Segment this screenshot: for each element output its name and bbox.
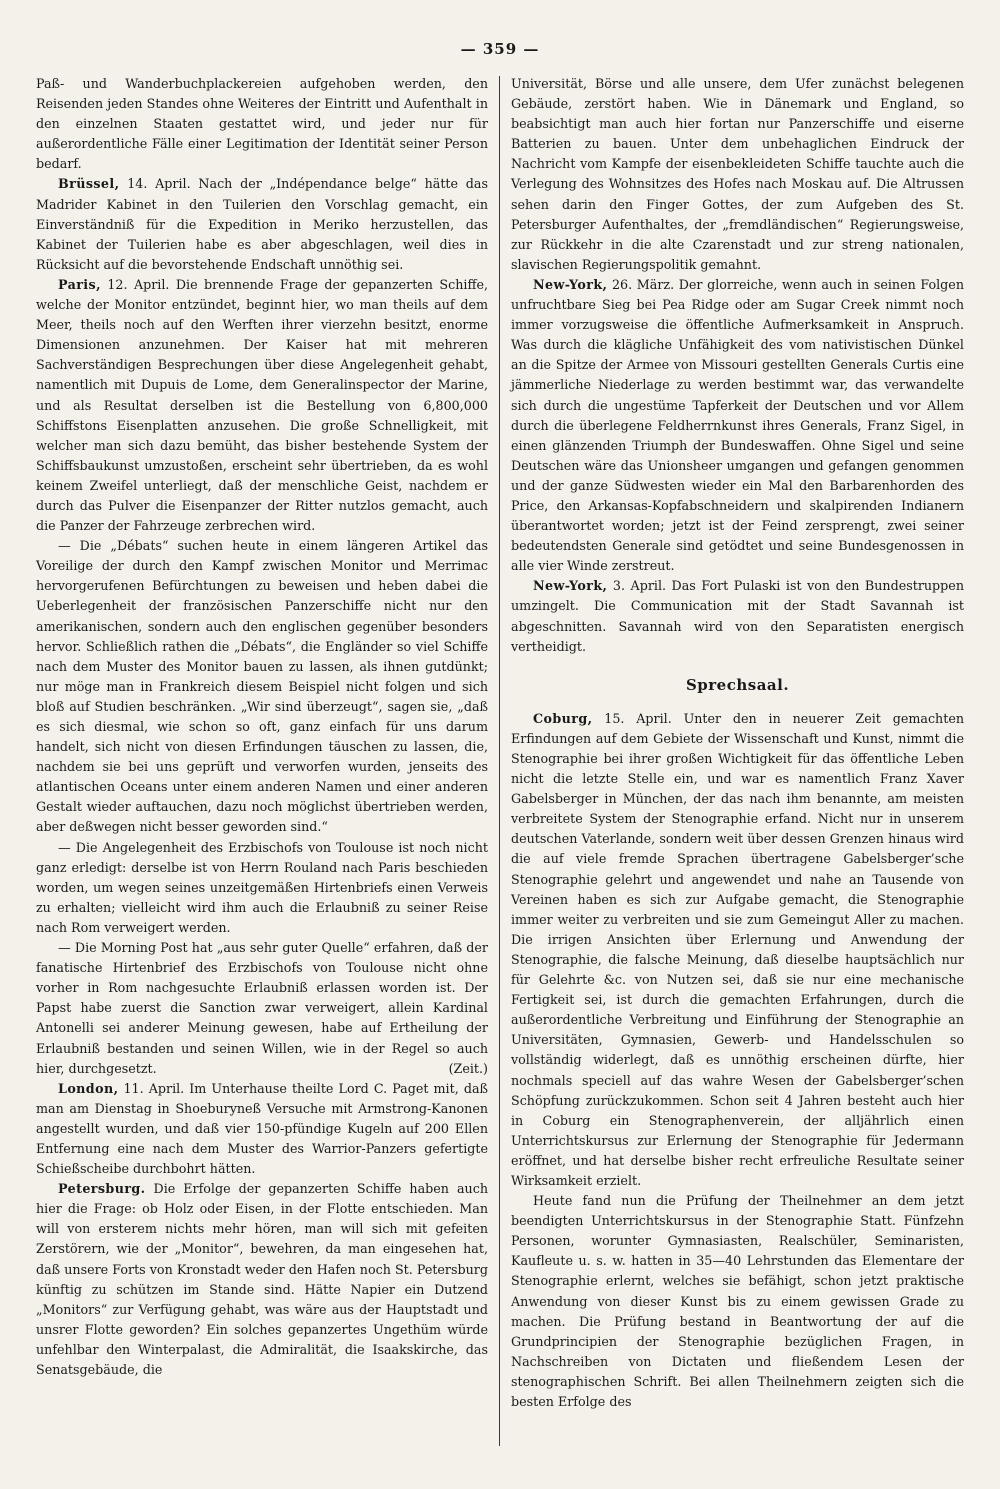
article bbox=[511, 275, 964, 576]
paragraph-text: Universität, Börse und alle unsere, dem Ufer zunächst belegenen Gebäude, zerstört haben. Wie in Dänemark und England, so beabsichtigt man auch hier fortan nur Panzerschiffe und eiserne Batterien zu bauen. Unter dem unbehaglichen Eindruck der Nachricht vom Kampfe der eisenbekleideten Schiffe tauchte auch die Verlegung des Wohnsitzes des Hofes nach Moskau auf. Die Altrussen sehen darin den Finger Gottes, der zum Aufgeben des St. Petersburger Aufenthaltes, der „fremdländischen“ Regierungsweise, zur Rückkehr in die alte Czarenstadt und zur streng nationalen, slavischen Regierungspolitik gemahnt. bbox=[511, 76, 964, 272]
article-text: 3. April. Das Fort Pulaski ist von den Bundestruppen umzingelt. Die Communication mit der Stadt Savannah ist abgeschnitten. Savannah wird von den Separatisten energisch vertheidigt. bbox=[511, 578, 964, 654]
article-text: 15. April. Unter den in neuerer Zeit gemachten Erfindungen auf dem Gebiete der Wissenschaft und Kunst, nimmt die Stenographie bei ihrer großen Wichtigkeit für das öffentliche Leben nicht die letzte Stelle ein, und war es namentlich Franz Xaver Gabelsberger in München, der das nach ihm benannte, am meisten verbreitete System der Stenographie erfand. Nicht nur in unserem deutschen Vaterlande, sondern weit über dessen Grenzen hinaus wird die auf viele fremde Sprachen übertragene Gabelsberger’sche Stenographie gelehrt und angewendet und nahe an Tausende von Vereinen haben es sich zur Aufgabe gemacht, die Stenographie immer weiter zu verbreiten und sie zum Gemeingut Aller zu machen. Die irrigen Ansichten über Erlernung und Anwendung der Stenographie, die falsche Meinung, daß dieselbe hauptsächlich nur für Gelehrte &c. von Nutzen sei, daß sie nur eine mechanische Fertigkeit sei, ist durch die gemachten Erfahrungen, durch die außerordentliche Verbreitung und Einführung der Stenographie an Universitäten, Gymnasien, Gewerb- und Handelsschulen so vollständig widerlegt, daß es unnöthig erscheinen dürfte, hier nochmals speciell auf das wahre Wesen der Gabelsberger’schen Schöpfung zurückzukommen. Schon seit 4 Jahren besteht auch hier in Coburg ein Stenographenverein, der alljährlich einen Unterrichtskursus zur Erlernung der Stenographie für Jedermann eröffnet, und hat derselbe bisher recht erfreuliche Resultate seiner Wirksamkeit erzielt. bbox=[511, 710, 964, 1188]
dateline: Paris, bbox=[58, 276, 101, 292]
paragraph-text: — Die „Débats“ suchen heute in einem längeren Artikel das Voreilige der durch den Kampf zwischen Monitor und Merrimac hervorgerufenen Befürchtungen zu beweisen und heben dabei die Ueberlegenheit der französischen Panzerschiffe nicht nur den amerikanischen, sondern auch den englischen gegenüber besonders hervor. Schließlich rathen die „Débats“, die Engländer so viel Schiffe nach dem Muster des Monitor bauen zu lassen, als ihnen gutdünkt; nur möge man in Frankreich diesem Beispiel nicht folgen und sich bloß auf Studien beschränken. „Wir sind überzeugt“, sagen sie, „daß es sich diesmal, wie schon so oft, ganz einfach für uns darum handelt, sich nicht von diesen Erfindungen täuschen zu lassen, die, nachdem sie bei uns geprüft und verworfen wurden, jenseits des atlantischen Oceans unter einem anderen Namen und einer anderen Gestalt wieder auftauchen, dazu noch möglichst übertrieben werden, aber deßwegen nicht besser geworden sind.“ bbox=[36, 538, 488, 835]
article-text: 14. April. Nach der „Indépendance belge“ hätte das Madrider Kabinet in den Tuilerien den Vorschlag gemacht, ein Einverständniß für die Expedition in Meriko herzustellen, das Kabinet der Tuilerien habe es aber abgeschlagen, weil dies in Rücksicht auf die bevorstehende Endschaft unnöthig sei. bbox=[36, 176, 488, 272]
column-divider bbox=[499, 76, 500, 1446]
article bbox=[511, 709, 964, 1191]
article-text: 26. März. Der glorreiche, wenn auch in seinen Folgen unfruchtbare Sieg bei Pea Ridge oder am Sugar Creek nimmt noch immer vorzugsweise die öffentliche Aufmerksamkeit in Anspruch. Was durch die klägliche Unfähigkeit des vom nativistischen Dünkel an die Spitze der Armee von Missouri gestellten Generals Curtis eine jämmerliche Niederlage zu werden bestimmt war, das verwandelte sich durch die ungestüme Tapferkeit der Deutschen und vor Allem durch die überlegene Feldherrnkunst ihres Generals, Franz Sigel, in einen glänzenden Triumph der Bundeswaffen. Ohne Sigel und seine Deutschen wäre das Unionsheer umgangen und gefangen genommen und der ganze Südwesten wieder ein Mal den Barbarenhorden des Price, den Arkansas-Kopfabschneidern und skalpirenden Indianern überantwortet worden; jetzt ist der Feind zersprengt, zwei seiner bedeutendsten Generale sind getödtet und seine Bundesgenossen in alle vier Winde zerstreut. bbox=[511, 276, 964, 574]
article bbox=[36, 1079, 488, 1179]
paragraph bbox=[36, 536, 488, 837]
text-block bbox=[36, 74, 488, 174]
source-signature: (Zeit.) bbox=[448, 1060, 488, 1076]
dateline: New-York, bbox=[533, 578, 608, 594]
paragraph-text: Paß- und Wanderbuchplackereien aufgehoben werden, den Reisenden jeden Standes ohne Weiteres der Eintritt und Aufenthalt in den einzelnen Staaten gestattet wird, und jeder nur für außerordentliche Fälle einer Legitimation der Identität seiner Person bedarf. bbox=[36, 76, 488, 172]
paragraph-text: — Die Angelegenheit des Erzbischofs von Toulouse ist noch nicht ganz erledigt: derselbe ist von Herrn Rouland nach Paris beschieden worden, um wegen seines unzeitgemäßen Hirtenbriefs einen Verweis zu erhalten; vielleicht wird ihm auch die Erlaubniß zu seiner Reise nach Rom verweigert werden. bbox=[36, 839, 488, 935]
paragraph bbox=[36, 838, 488, 938]
article-text: 11. April. Im Unterhause theilte Lord C. Paget mit, daß man am Dienstag in Shoeburyneß Versuche mit Armstrong-Kanonen angestellt wurden, und daß vier 150-pfündige Kugeln auf 200 Ellen Entfernung eine nach dem Muster des Warrior-Panzers gefertigte Schießscheibe durchbohrt hätten. bbox=[36, 1080, 488, 1177]
left-column bbox=[36, 74, 488, 1380]
dateline: Coburg, bbox=[533, 710, 593, 726]
dateline: London, bbox=[58, 1080, 119, 1096]
page-number: — 359 — bbox=[460, 40, 540, 58]
dateline: New-York, bbox=[533, 276, 608, 292]
dateline: Petersburg. bbox=[58, 1181, 146, 1197]
article bbox=[36, 275, 488, 536]
paragraph bbox=[511, 1191, 964, 1412]
article bbox=[511, 576, 964, 656]
text-block bbox=[511, 74, 964, 275]
article-text: 12. April. Die brennende Frage der gepanzerten Schiffe, welche der Monitor entzündet, beginnt hier, wo man theils auf dem Meer, theils noch auf den Werften ihrer vierzehn besitzt, enorme Dimensionen anzunehmen. Der Kaiser hat mit mehreren Sachverständigen Besprechungen über diese Angelegenheit gehabt, namentlich mit Dupuis de Lome, dem Generalinspector der Marine, und als Resultat derselben ist die Bestellung von 6,800,000 Schiffstons Eisenplatten anzusehen. Die große Schnelligkeit, mit welcher man sich dazu bemüht, das bisher bestehende System der Schiffsbaukunst umzustoßen, erscheint sehr übertrieben, da es wohl keinem Zweifel unterliegt, daß der menschliche Geist, nachdem er durch das Pulver die Eisenpanzer der Ritter nutzlos gemacht, auch die Panzer der Fahrzeuge zerbrechen wird. bbox=[36, 276, 488, 534]
article-text: Die Erfolge der gepanzerten Schiffe haben auch hier die Frage: ob Holz oder Eisen, in der Flotte entschieden. Man will von ersterem nichts mehr hören, man will sich mit gefeiten Zerstörern, wie der „Monitor“, bewehren, da man eingesehen hat, daß unsere Forts von Kronstadt weder den Hafen noch St. Petersburg künftig zu schützen im Stande sind. Hätte Napier ein Dutzend „Monitors“ zur Verfügung gehabt, was wäre aus der Hauptstadt und unsrer Flotte geworden? Ein solches gepanzertes Ungethüm würde unfehlbar den Winterpalast, die Admiralität, die Isaakskirche, das Senatsgebäude, die bbox=[36, 1181, 488, 1377]
article bbox=[36, 1179, 488, 1380]
paragraph-text: Heute fand nun die Prüfung der Theilnehmer an dem jetzt beendigten Unterrichtskursus in der Stenographie Statt. Fünfzehn Personen, worunter Gymnasiasten, Realschüler, Seminaristen, Kaufleute u. s. w. hatten in 35—40 Lehrstunden das Elementare der Stenographie erlernt, welches sie befähigt, schon jetzt praktische Anwendung von dieser Kunst bis zu einem gewissen Grade zu machen. Die Prüfung bestand in Beantwortung der auf die Grundprincipien der Stenographie bezüglichen Fragen, in Nachschreiben von Dictaten und fließendem Lesen der stenographischen Schrift. Bei allen Theilnehmern zeigten sich die besten Erfolge des bbox=[511, 1193, 964, 1409]
article bbox=[36, 174, 488, 274]
paragraph-text: — Die Morning Post hat „aus sehr guter Quelle“ erfahren, daß der fanatische Hirtenbrief des Erzbischofs von Toulouse nicht ohne vorher in Rom nachgesuchte Erlaubniß erlassen worden ist. Der Papst habe zuerst die Sanction zwar verweigert, allein Kardinal Antonelli sei anderer Meinung gewesen, habe auf Ertheilung der Erlaubniß bestanden und seinen Willen, wie in der Regel so auch hier, durchgesetzt. bbox=[36, 940, 488, 1076]
section-heading: Sprechsaal. bbox=[685, 675, 790, 694]
paragraph bbox=[36, 938, 488, 1079]
dateline: Brüssel, bbox=[58, 176, 120, 192]
right-column bbox=[511, 74, 964, 1412]
